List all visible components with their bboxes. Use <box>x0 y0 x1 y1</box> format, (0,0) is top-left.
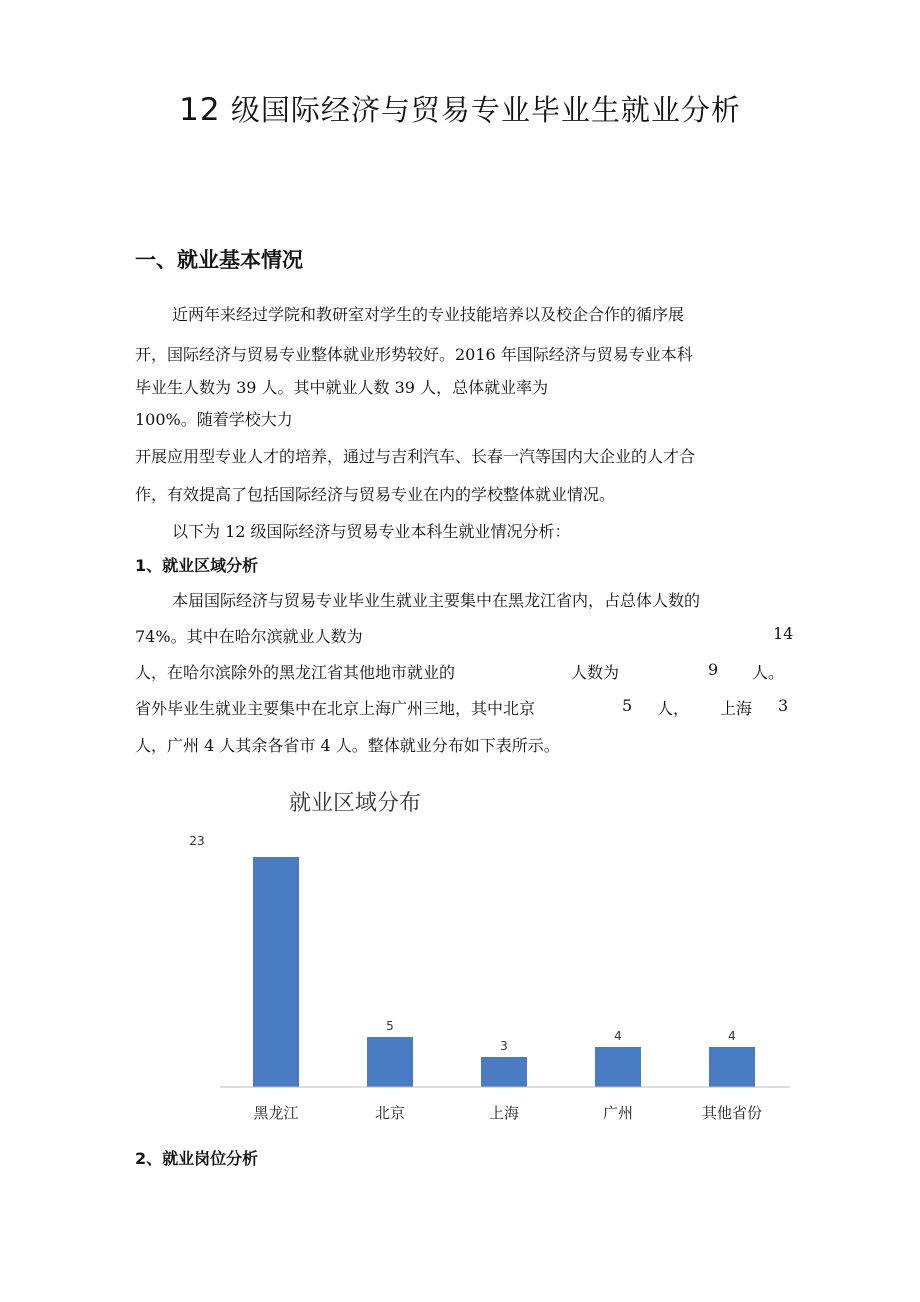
paragraph-number: 14 <box>773 624 794 643</box>
bar-value-label: 4 <box>614 1029 622 1043</box>
bar-3 <box>595 1047 641 1087</box>
paragraph-line: 本届国际经济与贸易专业毕业生就业主要集中在黑龙江省内，占总体人数的 <box>172 591 701 610</box>
paragraph-line: 以下为 12 级国际经济与贸易专业本科生就业情况分析： <box>172 522 571 541</box>
bar-1 <box>367 1037 413 1087</box>
paragraph-line: 开，国际经济与贸易专业整体就业形势较好。2016 年国际经济与贸易专业本科 <box>135 345 693 364</box>
paragraph-number: 5 <box>622 696 633 715</box>
title-number: 12 <box>179 92 221 128</box>
paragraph-fragment: 上海 <box>720 699 753 718</box>
paragraph-fragment: 人， <box>657 699 690 718</box>
bar-value-label: 5 <box>386 1019 394 1033</box>
bar-value-label: 23 <box>189 834 205 848</box>
paragraph-line: 人，在哈尔滨除外的黑龙江省其他地市就业的 <box>135 663 456 682</box>
category-label: 北京 <box>374 1104 406 1122</box>
paragraph-number: 3 <box>778 696 789 715</box>
paragraph-line: 省外毕业生就业主要集中在北京上海广州三地，其中北京 <box>135 699 536 718</box>
paragraph-line: 100%。随着学校大力 <box>135 410 293 429</box>
paragraph-number: 9 <box>708 660 719 679</box>
section-heading-employment-basics: 一、就业基本情况 <box>135 248 303 272</box>
paragraph-line: 74%。其中在哈尔滨就业人数为 <box>135 627 363 646</box>
paragraph-line: 人，广州 4 人其余各省市 4 人。整体就业分布如下表所示。 <box>135 736 560 755</box>
bar-value-label: 3 <box>500 1039 508 1053</box>
paragraph-line: 开展应用型专业人才的培养，通过与吉利汽车、长春一汽等国内大企业的人才合 <box>135 447 696 466</box>
category-label: 广州 <box>602 1104 634 1122</box>
paragraph-line: 毕业生人数为 39 人。其中就业人数 39 人，总体就业率为 <box>135 378 549 397</box>
paragraph-line: 近两年来经过学院和教研室对学生的专业技能培养以及校企合作的循序展 <box>172 305 685 324</box>
subheading-job-analysis: 2、就业岗位分析 <box>135 1149 259 1168</box>
paragraph-fragment: 人。 <box>752 663 785 682</box>
paragraph-line: 作，有效提高了包括国际经济与贸易专业在内的学校整体就业情况。 <box>135 485 616 504</box>
subheading-region-analysis: 1、就业区域分析 <box>135 556 259 575</box>
paragraph-fragment: 人数为 <box>571 663 620 682</box>
title-text: 级国际经济与贸易专业毕业生就业分析 <box>230 93 741 127</box>
category-label: 上海 <box>488 1104 520 1122</box>
bar-0 <box>253 857 299 1087</box>
region-bar-chart <box>180 780 800 1130</box>
bar-4 <box>709 1047 755 1087</box>
bar-2 <box>481 1057 527 1087</box>
category-label: 其他省份 <box>701 1104 763 1122</box>
category-label: 黑龙江 <box>253 1104 299 1122</box>
chart-title: 就业区域分布 <box>288 791 422 816</box>
document-title <box>0 88 920 129</box>
bar-value-label: 4 <box>728 1029 736 1043</box>
